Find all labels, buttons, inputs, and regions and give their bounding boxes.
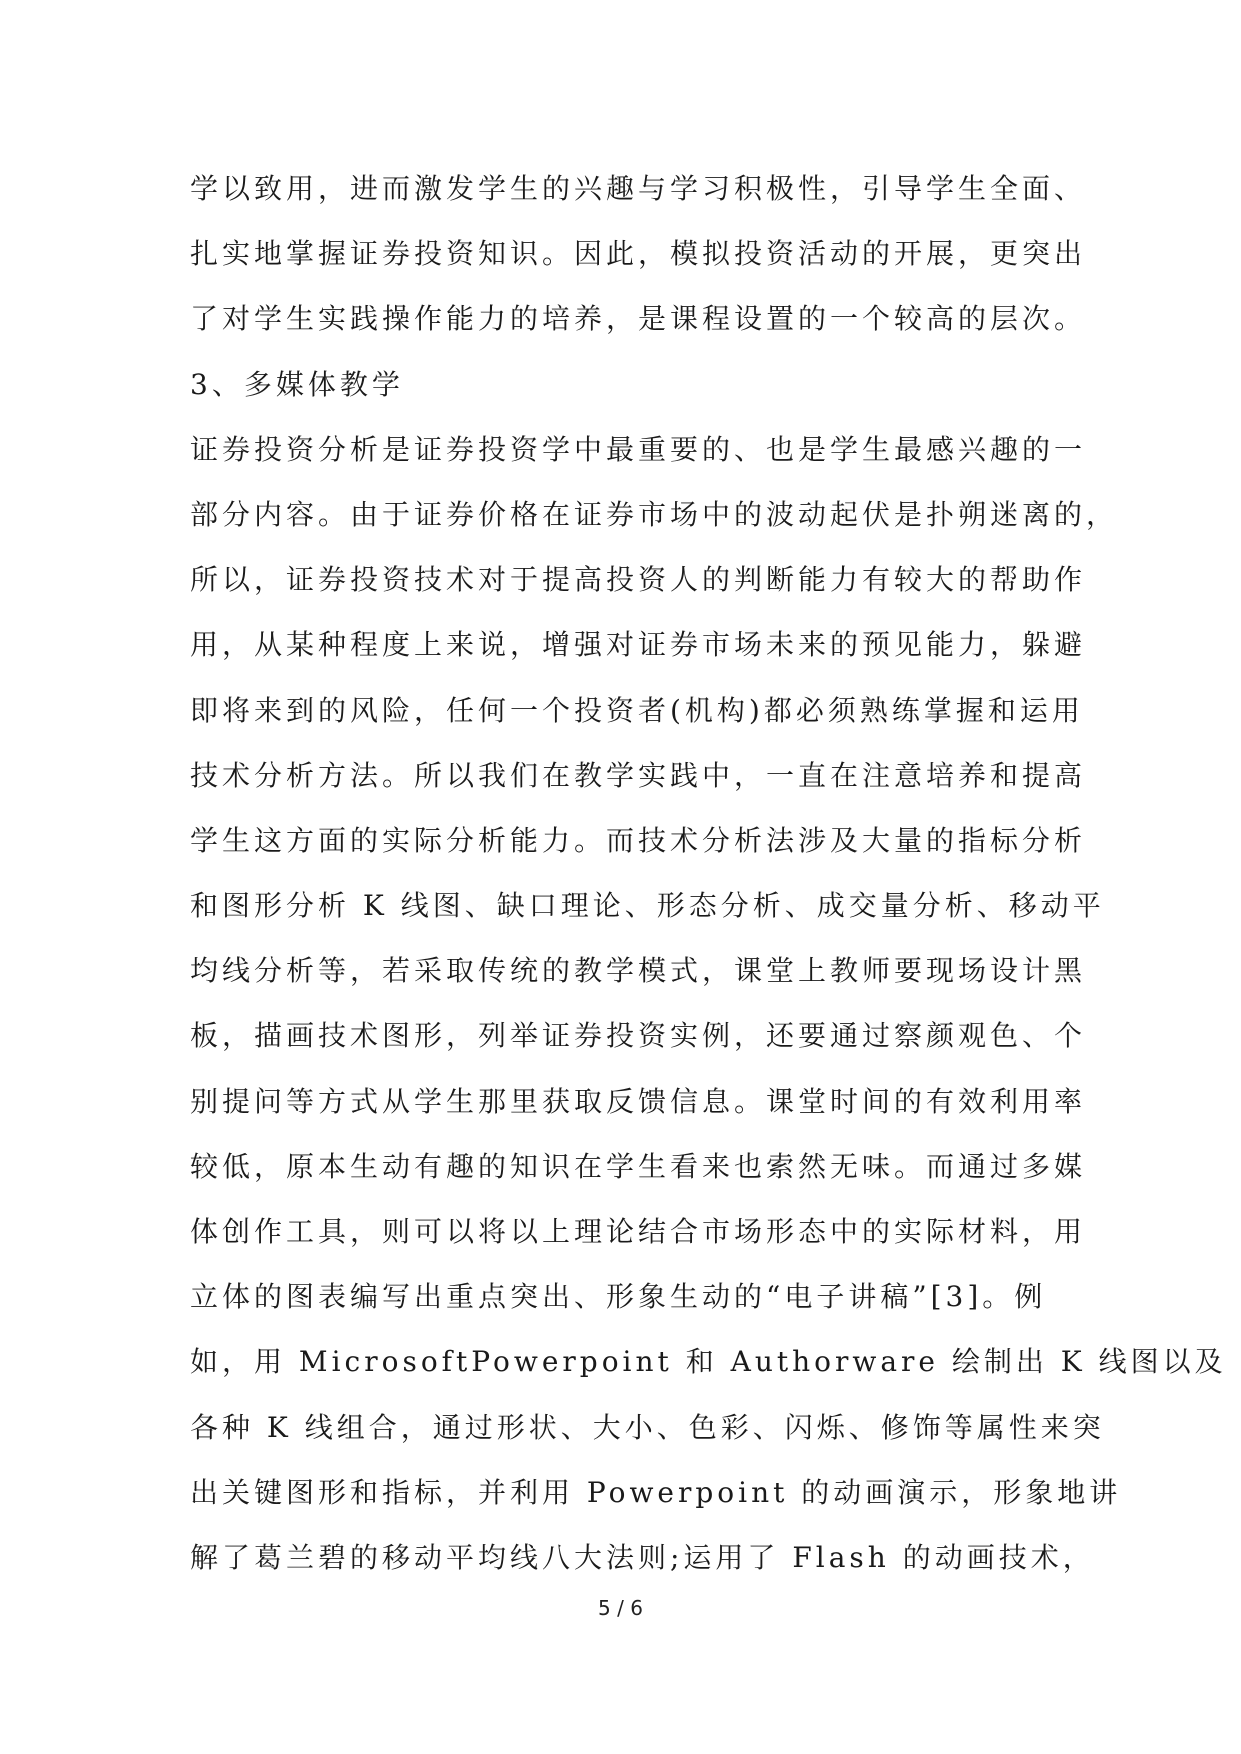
body-text	[190, 156, 1227, 1590]
text-line: 出关键图形和指标，并利用 Powerpoint 的动画演示，形象地讲	[190, 1475, 1122, 1509]
page-number: 5 / 6	[598, 1596, 643, 1620]
text-line: 和图形分析 K 线图、缺口理论、形态分析、成交量分析、移动平	[190, 889, 1105, 923]
text-line: 了对学生实践操作能力的培养，是课程设置的一个较高的层次。	[190, 302, 1087, 336]
text-line: 学以致用，进而激发学生的兴趣与学习积极性，引导学生全面、	[190, 172, 1087, 205]
text-line: 均线分析等，若采取传统的教学模式，课堂上教师要现场设计黑	[190, 954, 1087, 988]
text-line: 即将来到的风险，任何一个投资者(机构)都必须熟练掌握和运用	[190, 693, 1084, 727]
text-line: 扎实地掌握证券投资知识。因此，模拟投资活动的开展，更突出	[190, 237, 1087, 271]
text-line: 立体的图表编写出重点突出、形象生动的“电子讲稿”[3]。例	[190, 1280, 1047, 1314]
text-line: 较低，原本生动有趣的知识在学生看来也索然无味。而通过多媒	[190, 1149, 1087, 1183]
text-line: 用，从某种程度上来说，增强对证券市场未来的预见能力，躲避	[190, 628, 1087, 662]
text-line: 学生这方面的实际分析能力。而技术分析法涉及大量的指标分析	[190, 823, 1087, 857]
text-line: 解了葛兰碧的移动平均线八大法则;运用了 Flash 的动画技术，	[190, 1540, 1095, 1574]
text-line: 体创作工具，则可以将以上理论结合市场形态中的实际材料，用	[190, 1215, 1087, 1248]
text-line: 别提问等方式从学生那里获取反馈信息。课堂时间的有效利用率	[190, 1084, 1087, 1118]
text-line: 证券投资分析是证券投资学中最重要的、也是学生最感兴趣的一	[190, 432, 1087, 466]
text-line: 所以，证券投资技术对于提高投资人的判断能力有较大的帮助作	[190, 563, 1087, 597]
text-line: 技术分析方法。所以我们在教学实践中，一直在注意培养和提高	[190, 758, 1087, 792]
text-line: 部分内容。由于证券价格在证券市场中的波动起伏是扑朔迷离的，	[190, 497, 1119, 531]
text-line: 板，描画技术图形，列举证券投资实例，还要通过察颜观色、个	[190, 1019, 1087, 1053]
text-line: 各种 K 线组合，通过形状、大小、色彩、闪烁、修饰等属性来突	[190, 1410, 1105, 1444]
section-heading: 3、多媒体教学	[190, 367, 404, 401]
text-line: 如，用 MicrosoftPowerpoint 和 Authorware 绘制出 K 线图以及	[190, 1345, 1227, 1379]
